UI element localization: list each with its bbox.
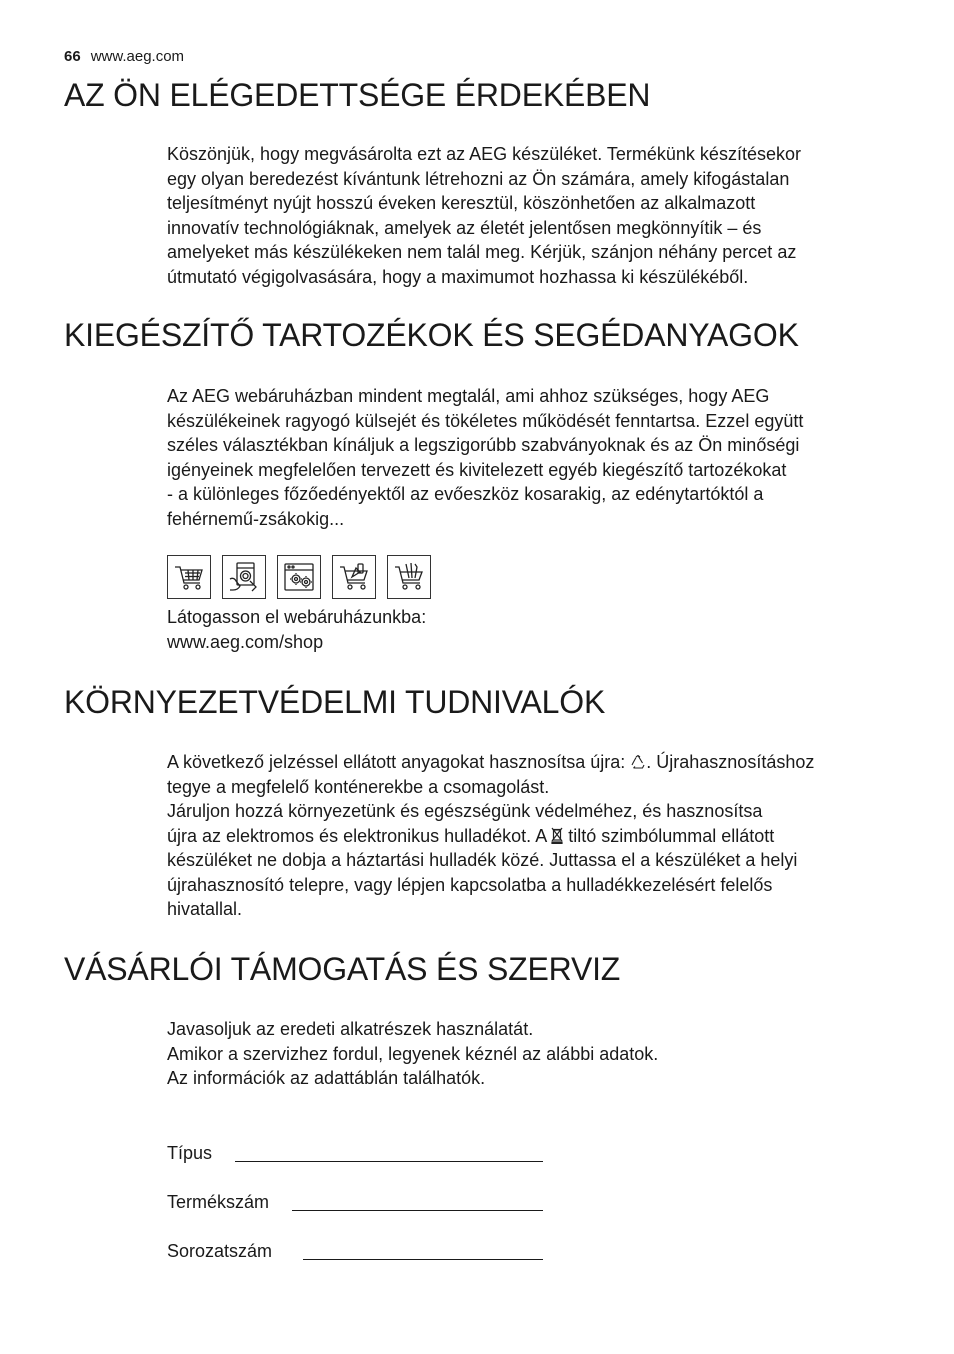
cart-with-cleaning-items-icon [332,555,376,599]
text-line: fehérnemű-zsákokig... [167,508,345,529]
shop-visit-label: Látogasson el webáruházunkba: [167,607,427,627]
text-line: egy olyan beredezést kívántunk létrehozni az Ön számára, amely kifogástalan [167,168,790,189]
shop-link[interactable]: www.aeg.com/shop [167,631,324,652]
text-line: Köszönjük, hogy megvásárolta ezt az AEG készüléket. Termékünk készítésekor [167,144,801,164]
page-header [64,48,184,66]
crossed-bin-icon [551,827,563,844]
washing-machine-hand-icon [222,555,266,599]
text-line: - a különleges főzőedényektől az evőeszköz kosarakig, az edénytartóktól a [167,484,764,504]
text-segment: A következő jelzéssel ellátott anyagokat hasznosítsa újra: [167,752,631,772]
type-label: Típus [167,1143,213,1163]
text-line: teljesítményt nyújt hosszú éveken keresztül, köszönhetően az alkalmazott [167,193,756,213]
serial-number-field[interactable] [167,1239,543,1263]
text-segment: . Újrahasznosításhoz [646,752,815,772]
serial-number-blank-line[interactable] [303,1259,543,1260]
text-line: készülékeinek ragyogó külsejét és tökéletes működését fenntartsa. Ezzel együtt [167,410,804,431]
product-number-field[interactable] [167,1190,543,1214]
section-title-satisfaction: AZ ÖN ELÉGEDETTSÉGE ÉRDEKÉBEN [64,77,651,113]
text-segment: tiltó szimbólummal ellátott [563,825,775,846]
satisfaction-paragraph [167,142,801,289]
oven-settings-icon [277,555,321,599]
support-paragraph [167,1017,658,1091]
type-field[interactable] [167,1141,543,1165]
text-line: hivatallal. [167,899,243,919]
text-line: innovatív technológiáknak, amelyek az életét jelentősen megkönnyítik – és [167,217,762,238]
text-line: igényeinek megfelelően tervezett és kivitelezett egyéb kiegészítő tartozékokat [167,459,787,480]
shopping-cart-icon [167,555,211,599]
accessories-paragraph [167,384,803,531]
section-title-support: VÁSÁRLÓI TÁMOGATÁS ÉS SZERVIZ [64,951,621,987]
text-line: készüléket ne dobja a háztartási hulladék közé. Juttassa el a készüléket a helyi [167,850,798,870]
text-line: újrahasznosító telepre, vagy lépjen kapcsolatba a hulladékkezelésért felelős [167,874,773,895]
text-segment: újra az elektromos és elektronikus hulladékot. A [167,825,552,846]
text-line: amelyeket más készülékeken nem talál meg. Kérjük, szánjon néhány percet az [167,242,797,262]
text-line: tegye a megfelelő konténerekbe a csomagolást. [167,776,550,797]
text-line: útmutató végigolvasására, hogy a maximumot hozhassa ki készülékéből. [167,266,749,287]
shop-icons-row [167,555,431,599]
page-number: 66 [64,48,81,65]
type-blank-line[interactable] [235,1161,543,1162]
product-number-blank-line[interactable] [292,1210,543,1211]
section-title-environment: KÖRNYEZETVÉDELMI TUDNIVALÓK [64,684,606,720]
environment-paragraph [167,750,814,922]
serial-number-label: Sorozatszám [167,1241,273,1261]
text-line [167,824,814,849]
cart-with-utensils-icon [387,555,431,599]
text-line: Az információk az adattáblán találhatók. [167,1068,486,1088]
text-line: Amikor a szervizhez fordul, legyenek kéznél az alábbi adatok. [167,1043,659,1064]
text-line [167,750,814,775]
shop-visit-text [167,605,426,654]
text-line: Javasoljuk az eredeti alkatrészek használatát. [167,1019,534,1039]
text-line: Járuljon hozzá környezetünk és egészségünk védelméhez, és hasznosítsa [167,801,763,821]
recycle-symbol-icon [630,754,646,770]
text-line: széles választékban kínáljuk a legszigorúbb szabványoknak és az Ön minőségi [167,435,800,455]
website-url[interactable]: www.aeg.com [90,48,185,65]
product-number-label: Termékszám [167,1192,270,1212]
text-line: Az AEG webáruházban mindent megtalál, ami ahhoz szükséges, hogy AEG [167,386,770,406]
section-title-accessories: KIEGÉSZÍTŐ TARTOZÉKOK ÉS SEGÉDANYAGOK [64,317,799,353]
